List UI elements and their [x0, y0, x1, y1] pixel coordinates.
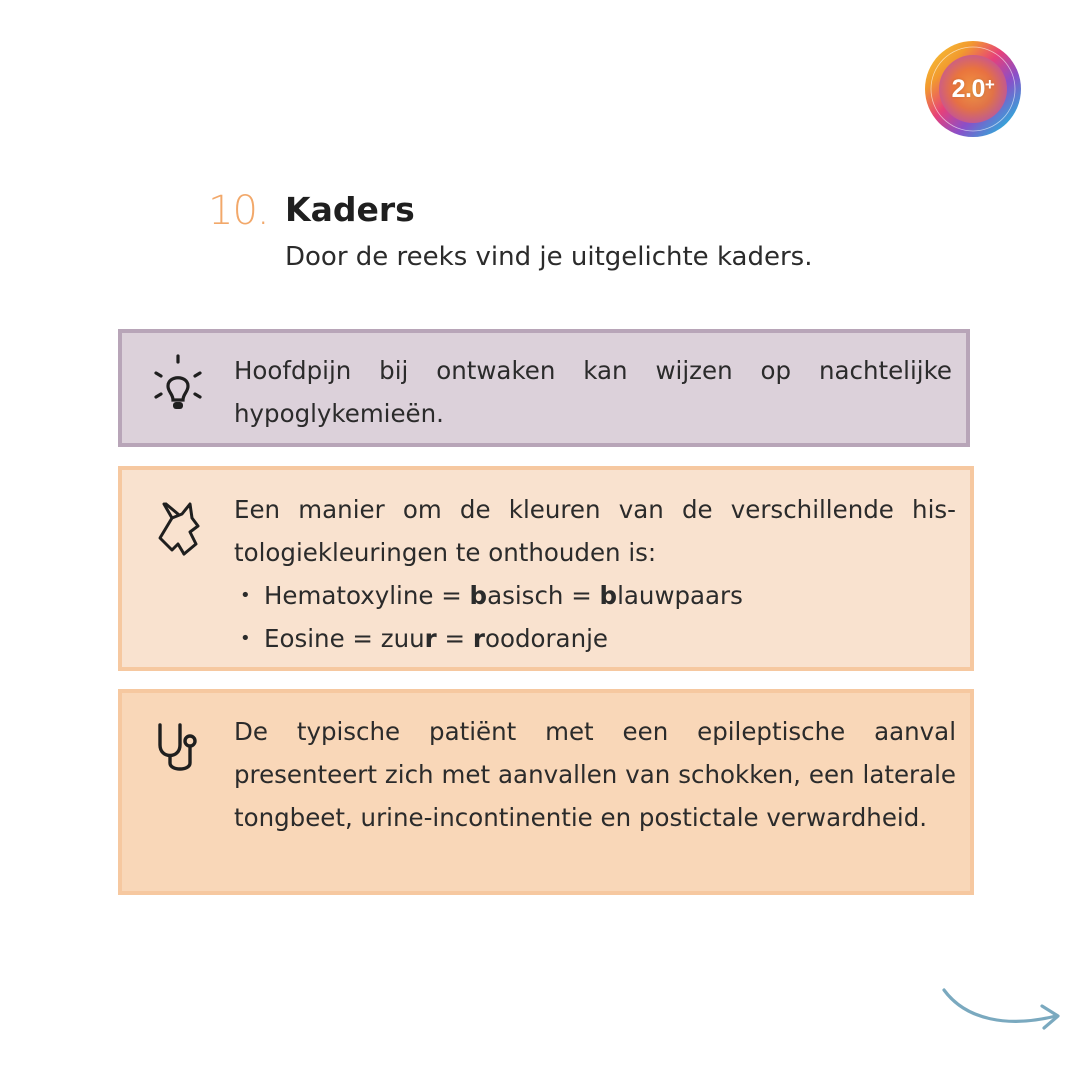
mnemonic-box: [118, 466, 974, 671]
curved-arrow-right-icon[interactable]: [938, 982, 1066, 1044]
unicorn-icon: [150, 498, 210, 558]
tip-text: Hoofdpijn bij ontwaken kan wijzen op nachtelijke hypoglykemieën.: [234, 356, 952, 428]
mnemonic-list: [234, 574, 956, 660]
section-title: Kaders: [285, 190, 415, 229]
inclusivity-badge: [924, 40, 1022, 138]
badge-label: 2.0 +: [951, 74, 995, 103]
stethoscope-icon: [152, 719, 212, 779]
list-item: • Eosine = zuur = roodoranje: [234, 617, 956, 660]
section-subtitle: Door de reeks vind je uitgelichte kaders.: [285, 242, 813, 272]
section-number: 10.: [208, 188, 269, 234]
clinical-box: [118, 689, 974, 895]
lightbulb-icon: [148, 353, 208, 413]
tip-box: [118, 329, 970, 447]
clinical-text: De typische patiënt met een epileptische aanval presenteert zich met aanvallen van schokken, een laterale tongbeet, urine-incontinentie en postictale verwardheid.: [234, 717, 956, 832]
mnemonic-intro: Een manier om de kleuren van de verschillende his-tologiekleuringen te onthouden is:: [234, 495, 956, 567]
mnemonic-text: [234, 488, 956, 660]
list-item: • Hematoxyline = basisch = blauwpaars: [234, 574, 956, 617]
